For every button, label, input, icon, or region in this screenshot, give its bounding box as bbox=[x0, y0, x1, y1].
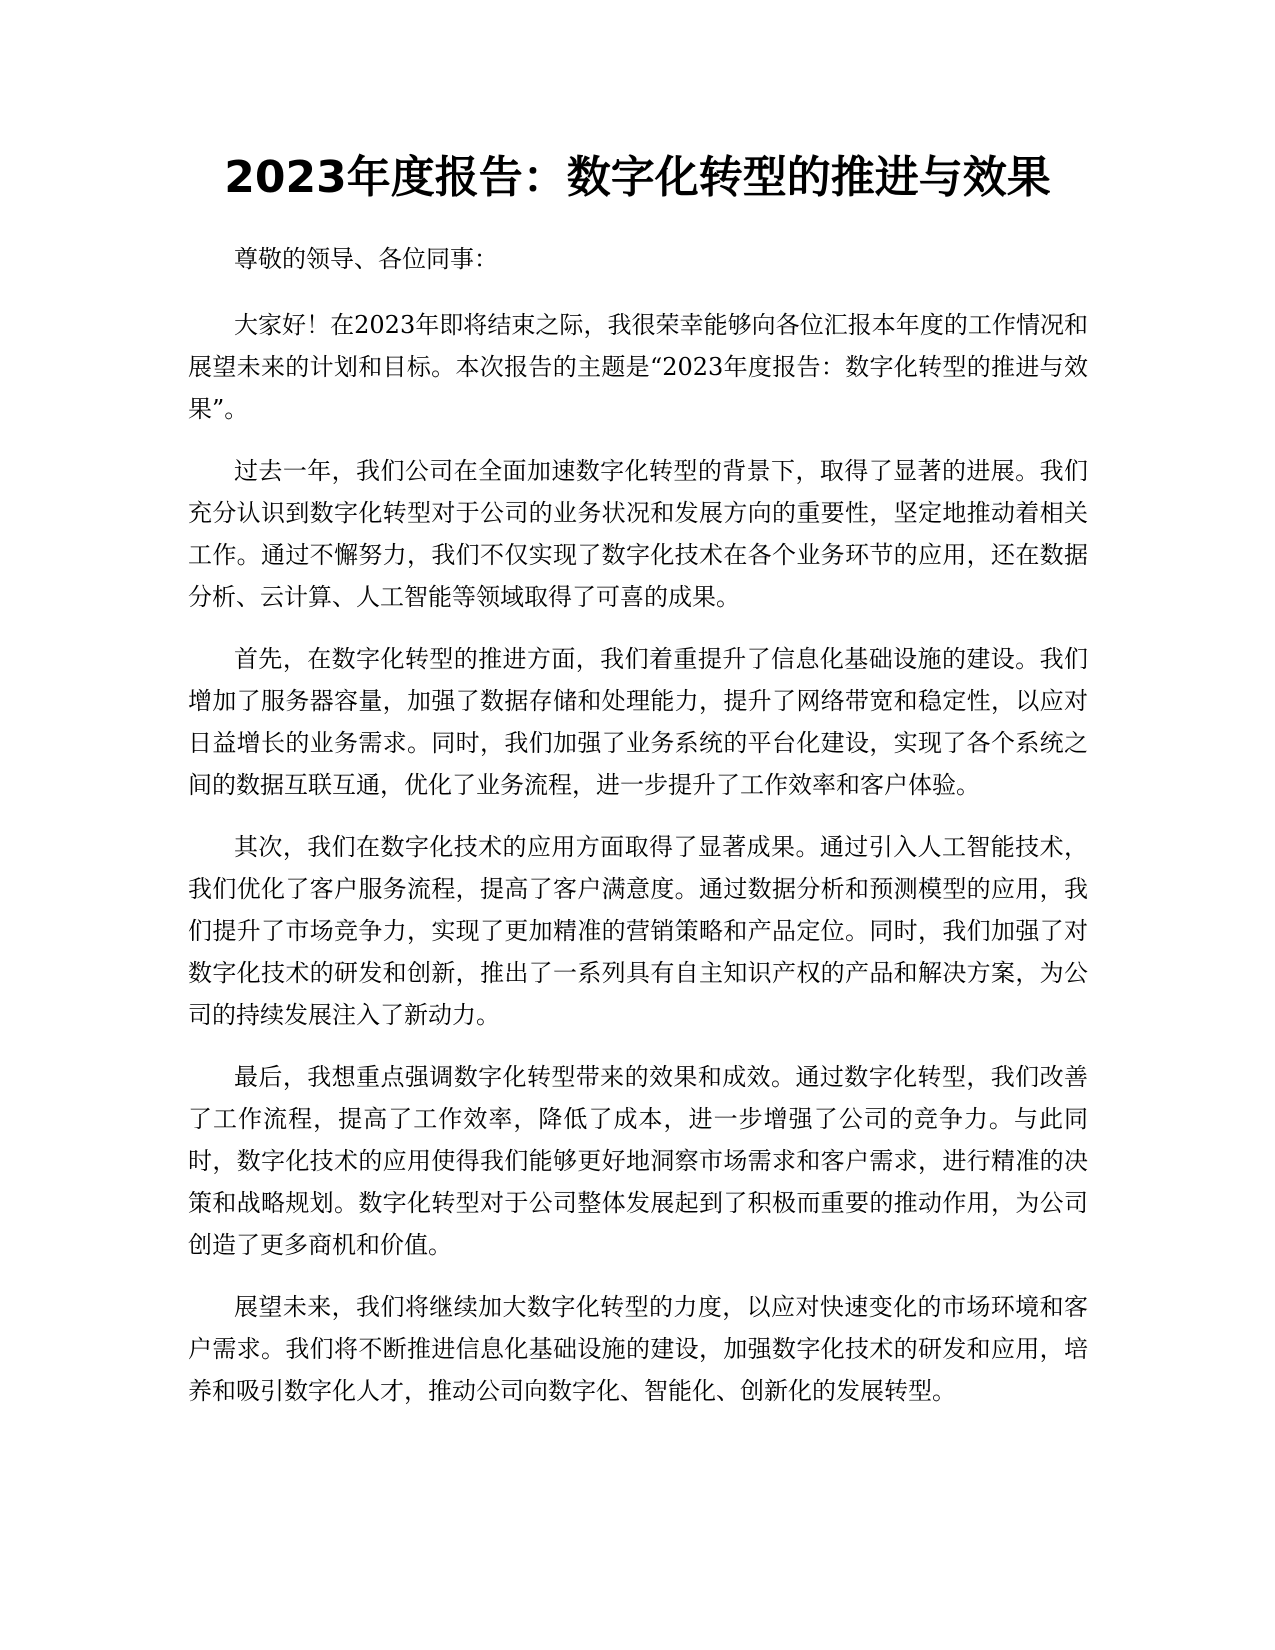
paragraph-past-year: 过去一年，我们公司在全面加速数字化转型的背景下，取得了显著的进展。我们充分认识到数字化转型对于公司的业务状况和发展方向的重要性，坚定地推动着相关工作。通过不懈努力，我们不仅实现了数字化技术在各个业务环节的应用，还在数据分析、云计算、人工智能等领域取得了可喜的成果。 bbox=[188, 457, 1088, 611]
salutation: 尊敬的领导、各位同事： bbox=[234, 245, 498, 273]
paragraph-effects: 最后，我想重点强调数字化转型带来的效果和成效。通过数字化转型，我们改善了工作流程，提高了工作效率，降低了成本，进一步增强了公司的竞争力。与此同时，数字化技术的应用使得我们能够更好地洞察市场需求和客户需求，进行精准的决策和战略规划。数字化转型对于公司整体发展起到了积极而重要的推动作用，为公司创造了更多商机和价值。 bbox=[188, 1063, 1088, 1259]
document-body bbox=[188, 238, 1088, 1432]
paragraph-technology-application: 其次，我们在数字化技术的应用方面取得了显著成果。通过引入人工智能技术，我们优化了客户服务流程，提高了客户满意度。通过数据分析和预测模型的应用，我们提升了市场竞争力，实现了更加精准的营销策略和产品定位。同时，我们加强了对数字化技术的研发和创新，推出了一系列具有自主知识产权的产品和解决方案，为公司的持续发展注入了新动力。 bbox=[188, 833, 1088, 1029]
paragraph-outlook: 展望未来，我们将继续加大数字化转型的力度，以应对快速变化的市场环境和客户需求。我们将不断推进信息化基础设施的建设，加强数字化技术的研发和应用，培养和吸引数字化人才，推动公司向数字化、智能化、创新化的发展转型。 bbox=[188, 1293, 1088, 1405]
paragraph-infrastructure: 首先，在数字化转型的推进方面，我们着重提升了信息化基础设施的建设。我们增加了服务器容量，加强了数据存储和处理能力，提升了网络带宽和稳定性，以应对日益增长的业务需求。同时，我们加强了业务系统的平台化建设，实现了各个系统之间的数据互联互通，优化了业务流程，进一步提升了工作效率和客户体验。 bbox=[188, 645, 1088, 799]
paragraph-greeting: 大家好！在2023年即将结束之际，我很荣幸能够向各位汇报本年度的工作情况和展望未来的计划和目标。本次报告的主题是“2023年度报告：数字化转型的推进与效果”。 bbox=[188, 311, 1088, 423]
document-title: 2023年度报告：数字化转型的推进与效果 bbox=[224, 152, 1051, 203]
